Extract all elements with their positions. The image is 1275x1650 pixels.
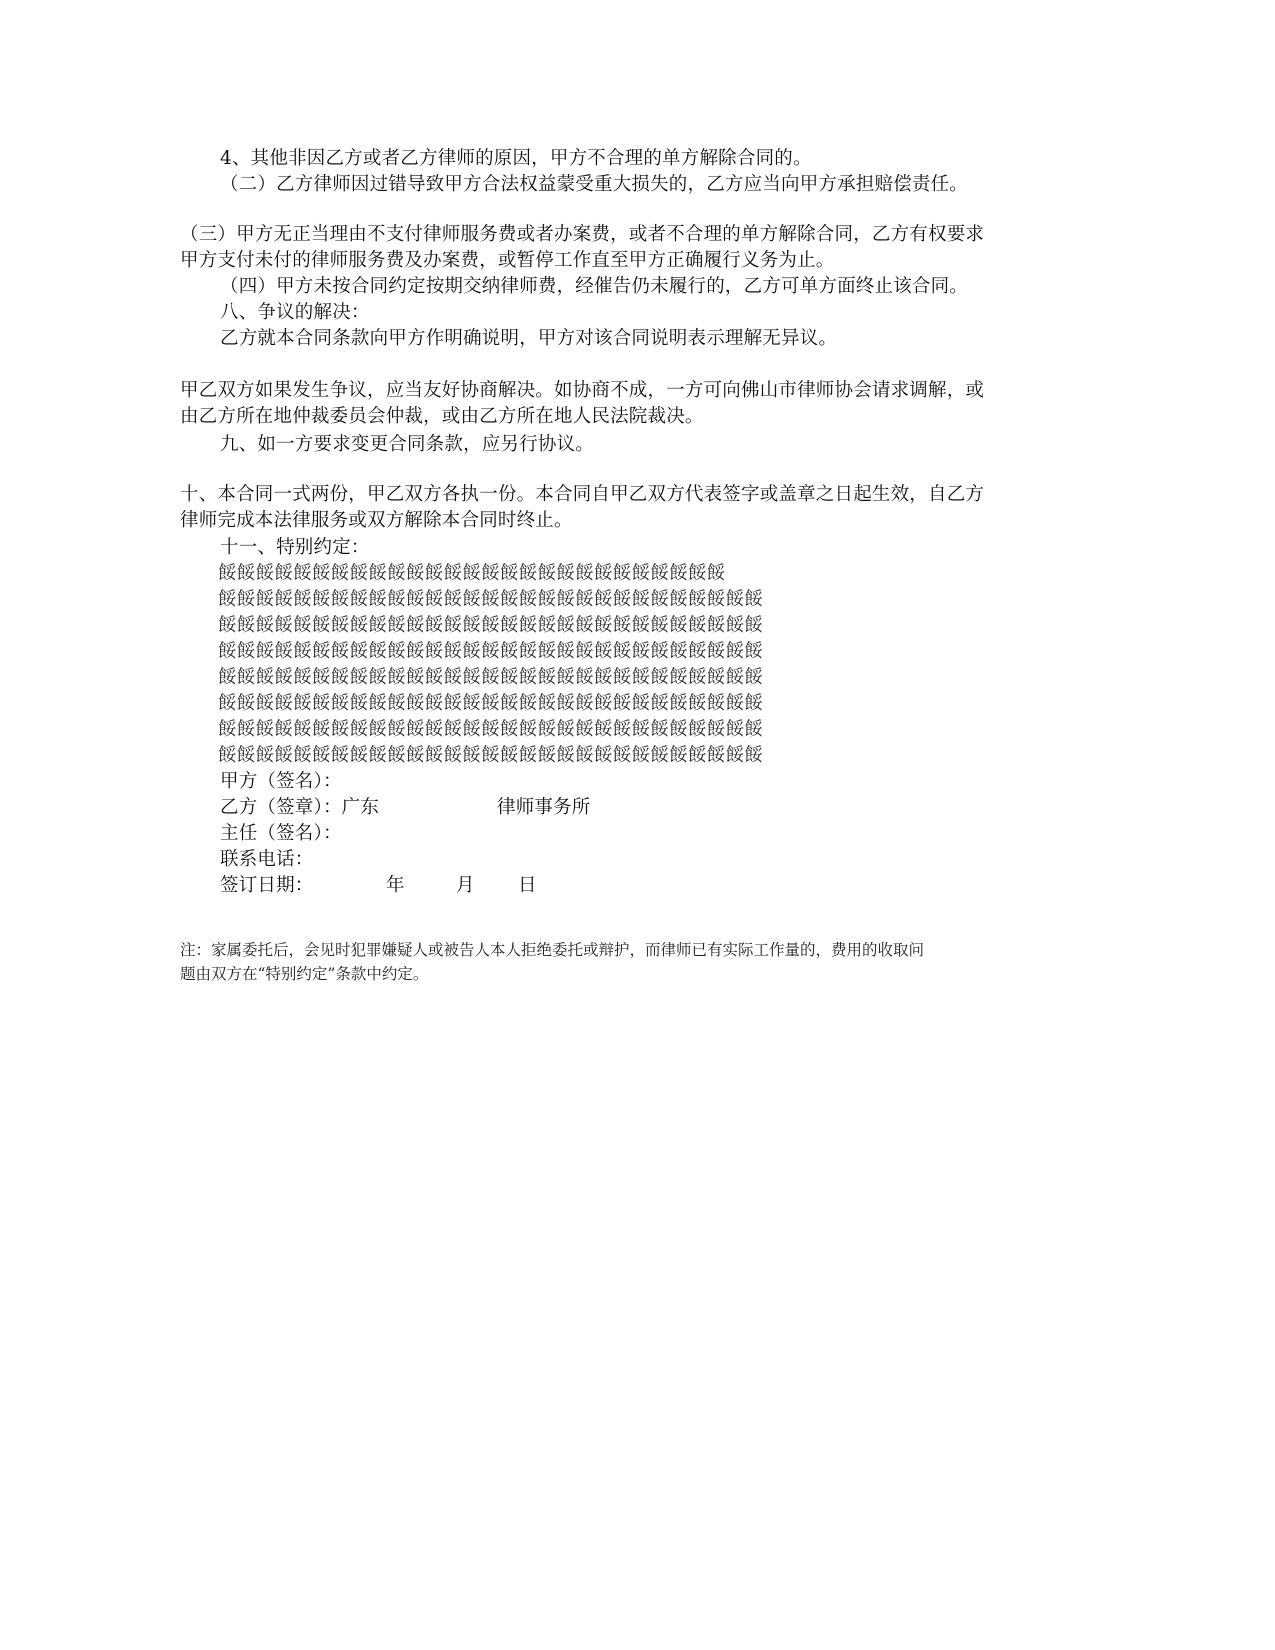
date-year-label: 年 xyxy=(386,875,405,896)
dispute-line-2: 由乙方所在地仲裁委员会仲裁，或由乙方所在地人民法院裁决。 xyxy=(180,406,704,427)
special-terms-fill-line: 餒餒餒餒餒餒餒餒餒餒餒餒餒餒餒餒餒餒餒餒餒餒餒餒餒餒餒餒餒 xyxy=(218,615,764,636)
special-terms-fill-line: 餒餒餒餒餒餒餒餒餒餒餒餒餒餒餒餒餒餒餒餒餒餒餒餒餒餒餒餒餒 xyxy=(218,641,764,662)
party-b-seal-label: 乙方（签章）：广东 xyxy=(220,797,380,818)
clause-3-line-1: （三）甲方无正当理由不支付律师服务费或者办案费，或者不合理的单方解除合同，乙方有权要求 xyxy=(180,224,985,245)
phone-label: 联系电话： xyxy=(220,849,314,870)
special-terms-fill-line: 餒餒餒餒餒餒餒餒餒餒餒餒餒餒餒餒餒餒餒餒餒餒餒餒餒餒餒餒餒 xyxy=(218,589,764,610)
section-8-heading: 八、争议的解决： xyxy=(220,302,370,323)
section-9-text: 九、如一方要求变更合同条款，应另行协议。 xyxy=(220,434,595,455)
law-firm-suffix: 律师事务所 xyxy=(497,797,591,818)
section-11-heading: 十一、特别约定： xyxy=(220,537,370,558)
footnote-line-2: 题由双方在“特别约定”条款中约定。 xyxy=(180,965,429,983)
footnote-line-1: 注：家属委托后，会见时犯罪嫌疑人或被告人本人拒绝委托或辩护，而律师已有实际工作量的，费用的收取问 xyxy=(180,941,925,959)
special-terms-fill-line: 餒餒餒餒餒餒餒餒餒餒餒餒餒餒餒餒餒餒餒餒餒餒餒餒餒餒餒餒餒 xyxy=(218,745,764,766)
special-terms-fill-line: 餒餒餒餒餒餒餒餒餒餒餒餒餒餒餒餒餒餒餒餒餒餒餒餒餒餒餒餒餒 xyxy=(218,719,764,740)
party-a-signature-label: 甲方（签名）： xyxy=(220,771,342,792)
sign-date-label: 签订日期： xyxy=(220,875,314,896)
clause-3-line-2: 甲方支付未付的律师服务费及办案费，或暂停工作直至甲方正确履行义务为止。 xyxy=(180,250,835,271)
special-terms-fill-line: 餒餒餒餒餒餒餒餒餒餒餒餒餒餒餒餒餒餒餒餒餒餒餒餒餒餒餒 xyxy=(218,563,726,584)
dispute-line-1: 甲乙双方如果发生争议，应当友好协商解决。如协商不成，一方可向佛山市律师协会请求调解，或 xyxy=(180,380,985,401)
item-4-text: 4、其他非因乙方或者乙方律师的原因，甲方不合理的单方解除合同的。 xyxy=(220,148,812,169)
special-terms-fill-line: 餒餒餒餒餒餒餒餒餒餒餒餒餒餒餒餒餒餒餒餒餒餒餒餒餒餒餒餒餒 xyxy=(218,693,764,714)
director-signature-label: 主任（签名）： xyxy=(220,823,342,844)
section-10-line-1: 十、本合同一式两份，甲乙双方各执一份。本合同自甲乙双方代表签字或盖章之日起生效，自乙方 xyxy=(180,484,985,505)
date-day-label: 日 xyxy=(518,875,537,896)
special-terms-fill-line: 餒餒餒餒餒餒餒餒餒餒餒餒餒餒餒餒餒餒餒餒餒餒餒餒餒餒餒餒餒 xyxy=(218,667,764,688)
section-10-line-2: 律师完成本法律服务或双方解除本合同时终止。 xyxy=(180,510,573,531)
date-month-label: 月 xyxy=(456,875,475,896)
clause-4-text: （四）甲方未按合同约定按期交纳律师费，经催告仍未履行的，乙方可单方面终止该合同。 xyxy=(220,276,969,297)
section-8-explanation: 乙方就本合同条款向甲方作明确说明，甲方对该合同说明表示理解无异议。 xyxy=(220,328,838,349)
clause-2-text: （二）乙方律师因过错导致甲方合法权益蒙受重大损失的，乙方应当向甲方承担赔偿责任。 xyxy=(220,174,969,195)
